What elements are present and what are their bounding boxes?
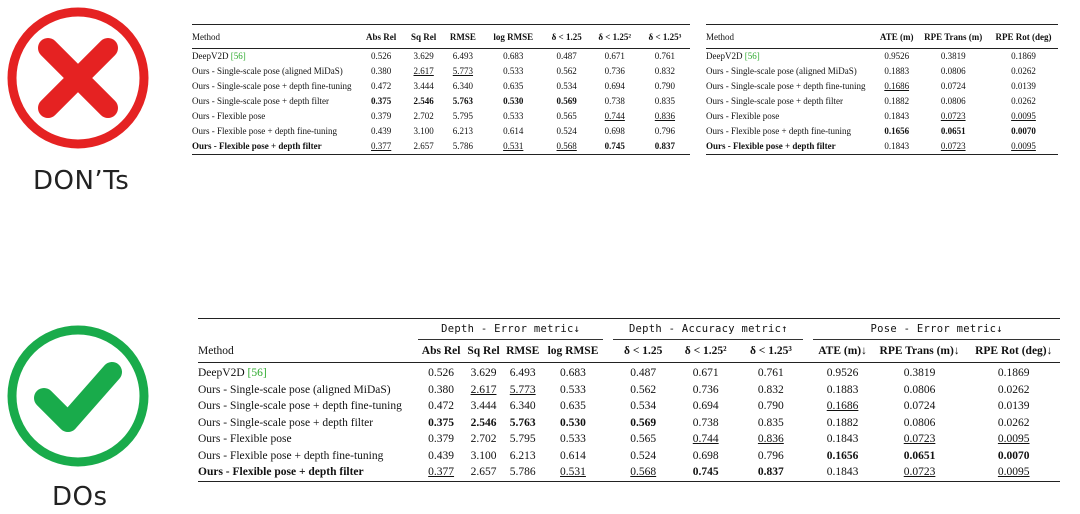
header-delta-3: δ < 1.25³	[738, 340, 803, 363]
depth-value: 0.534	[556, 81, 577, 91]
depth-value: 0.472	[371, 81, 392, 91]
method-name: Ours - Flexible pose	[192, 111, 266, 121]
table-row	[706, 64, 1058, 79]
table-row	[192, 64, 690, 79]
depth-value: 3.629	[413, 51, 434, 61]
depth-value: 0.375	[371, 96, 392, 106]
depth-value: 0.832	[654, 66, 676, 76]
method-cell	[198, 464, 408, 481]
check-icon	[4, 322, 152, 470]
method-name: Ours - Flexible pose + depth fine-tuning	[706, 126, 852, 136]
depth-accuracy-value: 0.744	[692, 433, 719, 446]
depth-error-value: 2.617	[470, 383, 497, 396]
method-name: Ours - Single-scale pose (aligned MiDaS)	[706, 66, 857, 76]
citation-link[interactable]: [56]	[744, 51, 760, 61]
method-cell	[192, 124, 358, 139]
pose-error-value: 0.1843	[813, 464, 871, 481]
header-abs-rel: Abs Rel	[358, 25, 404, 49]
depth-value: 0.635	[503, 81, 524, 91]
method-cell	[198, 363, 408, 382]
depth-error-value: 2.546	[470, 416, 497, 429]
depth-value: 0.569	[556, 96, 577, 106]
depth-error-value: 6.213	[509, 449, 536, 462]
depth-value: 5.773	[452, 66, 474, 76]
table-row	[198, 431, 1060, 448]
table-row	[706, 124, 1058, 139]
header-rpe-trans: RPE Trans (m)	[917, 25, 989, 49]
depth-error-value: 0.377	[418, 464, 464, 481]
header-delta-1: δ < 1.25	[613, 340, 673, 363]
method-name: Ours - Single-scale pose (aligned MiDaS)	[192, 66, 343, 76]
depth-value: 0.377	[358, 139, 404, 155]
depth-accuracy-value: 0.698	[692, 449, 719, 462]
depth-value: 0.736	[604, 66, 625, 76]
method-name: Ours - Single-scale pose + depth filter	[706, 96, 844, 106]
depth-error-value: 0.439	[428, 449, 455, 462]
depth-error-value: 0.635	[560, 400, 586, 413]
pose-error-value: 0.1843	[826, 433, 859, 446]
table-row	[198, 398, 1060, 415]
method-cell	[198, 382, 408, 399]
method-cell	[706, 139, 876, 155]
header-method: Method	[192, 25, 358, 49]
pose-error-value: 0.0723	[903, 433, 936, 446]
depth-accuracy-value: 0.524	[630, 449, 657, 462]
depth-value: 2.657	[404, 139, 443, 155]
method-name: Ours - Single-scale pose + depth fine-tuning	[192, 81, 352, 91]
depth-value: 0.698	[604, 126, 625, 136]
method-name: Ours - Single-scale pose + depth fine-tuning	[198, 400, 402, 413]
pose-value: 0.9526	[884, 51, 910, 61]
depth-error-value: 5.795	[509, 433, 536, 446]
depth-accuracy-value: 0.745	[673, 464, 738, 481]
depth-value: 0.379	[371, 111, 392, 121]
pose-error-value: 0.0095	[967, 464, 1060, 481]
method-name: Ours - Flexible pose	[706, 111, 780, 121]
pose-error-value: 0.1686	[826, 400, 859, 413]
header-delta-1: δ < 1.25	[544, 25, 590, 49]
depth-error-value: 0.533	[560, 433, 586, 446]
depth-accuracy-value: 0.569	[630, 416, 657, 429]
header-ate: ATE (m)↓	[813, 340, 871, 363]
pose-value: 0.0806	[940, 66, 966, 76]
pose-value: 0.3819	[940, 51, 966, 61]
do-label: DOs	[52, 482, 108, 512]
depth-error-value: 0.614	[560, 449, 586, 462]
depth-error-value: 0.375	[428, 416, 455, 429]
depth-error-value: 3.629	[470, 367, 497, 380]
method-cell	[192, 64, 358, 79]
table-row	[198, 448, 1060, 465]
depth-value: 0.530	[503, 96, 524, 106]
header-delta-2: δ < 1.25²	[590, 25, 640, 49]
header-rpe-rot: RPE Rot (deg)↓	[967, 340, 1060, 363]
header-rpe-rot: RPE Rot (deg)	[989, 25, 1058, 49]
depth-value: 2.617	[413, 66, 434, 76]
depth-accuracy-value: 0.836	[757, 433, 784, 446]
pose-value: 0.0262	[1011, 96, 1036, 106]
table-row	[706, 109, 1058, 124]
table-row	[198, 363, 1060, 382]
group-row	[198, 319, 1060, 340]
pose-error-value: 0.0724	[903, 400, 936, 413]
table-row	[706, 94, 1058, 109]
method-cell	[706, 109, 876, 124]
depth-value: 5.795	[452, 111, 474, 121]
table-row	[192, 139, 690, 155]
method-name: Ours - Flexible pose + depth fine-tuning	[192, 126, 338, 136]
header-log-rmse: log RMSE	[543, 340, 604, 363]
depth-accuracy-value: 0.736	[692, 383, 719, 396]
table-row	[192, 79, 690, 94]
header-rmse: RMSE	[443, 25, 483, 49]
method-cell	[192, 79, 358, 94]
table-row	[192, 94, 690, 109]
depth-error-value: 0.472	[428, 400, 455, 413]
pose-error-value: 0.3819	[903, 367, 936, 380]
table-row	[198, 382, 1060, 399]
pose-error-value: 0.0070	[997, 449, 1030, 462]
depth-value: 0.565	[556, 111, 577, 121]
depth-accuracy-value: 0.562	[630, 383, 657, 396]
depth-error-value: 0.380	[428, 383, 455, 396]
depth-value: 2.702	[413, 111, 434, 121]
depth-accuracy-value: 0.487	[630, 367, 657, 380]
depth-value: 0.614	[503, 126, 524, 136]
depth-error-value: 2.702	[470, 433, 497, 446]
depth-value: 0.533	[503, 111, 524, 121]
dont-depth-table	[192, 24, 690, 155]
method-cell	[192, 109, 358, 124]
header-rmse: RMSE	[503, 340, 543, 363]
pose-value: 0.1843	[884, 111, 910, 121]
method-cell	[198, 431, 408, 448]
table-row	[706, 49, 1058, 65]
method-name: DeepV2D	[198, 367, 248, 380]
header-rpe-trans: RPE Trans (m)↓	[872, 340, 968, 363]
method-name: Ours - Single-scale pose + depth fine-tuning	[706, 81, 866, 91]
method-name: Ours - Flexible pose + depth filter	[192, 141, 322, 151]
depth-accuracy-value: 0.671	[692, 367, 719, 380]
depth-value: 0.738	[604, 96, 625, 106]
depth-value: 0.790	[654, 81, 676, 91]
depth-accuracy-value: 0.761	[757, 367, 784, 380]
depth-value: 6.213	[452, 126, 474, 136]
table-row	[192, 109, 690, 124]
header-sq-rel: Sq Rel	[464, 340, 503, 363]
depth-accuracy-value: 0.568	[613, 464, 673, 481]
method-name: DeepV2D	[706, 51, 745, 61]
depth-error-value: 5.773	[509, 383, 536, 396]
table-row	[192, 49, 690, 65]
group-depth-accuracy: Depth - Accuracy metric↑	[613, 319, 803, 340]
depth-value: 3.100	[413, 126, 434, 136]
depth-value: 0.837	[640, 139, 690, 155]
table-row	[198, 415, 1060, 432]
depth-accuracy-value: 0.694	[692, 400, 719, 413]
method-cell	[706, 124, 876, 139]
method-name: Ours - Flexible pose + depth fine-tuning	[198, 449, 384, 462]
depth-accuracy-value: 0.565	[630, 433, 657, 446]
pose-value: 0.0723	[917, 139, 989, 155]
table-row	[706, 139, 1058, 155]
depth-error-value: 0.526	[428, 367, 455, 380]
depth-value: 0.796	[654, 126, 676, 136]
pose-error-value: 0.0095	[997, 433, 1030, 446]
method-name: Ours - Single-scale pose + depth filter	[198, 416, 374, 429]
method-cell	[192, 49, 358, 65]
header-abs-rel: Abs Rel	[418, 340, 464, 363]
header-log-rmse: log RMSE	[483, 25, 544, 49]
method-cell	[706, 64, 876, 79]
pose-value: 0.1882	[884, 96, 910, 106]
depth-accuracy-value: 0.790	[757, 400, 784, 413]
pose-value: 0.0724	[940, 81, 966, 91]
depth-value: 0.744	[604, 111, 625, 121]
header-row	[198, 340, 1060, 363]
depth-value: 0.526	[371, 51, 392, 61]
depth-error-value: 0.531	[543, 464, 604, 481]
pose-error-value: 0.0139	[997, 400, 1030, 413]
pose-value: 0.0095	[1011, 111, 1036, 121]
depth-value: 5.786	[443, 139, 483, 155]
depth-error-value: 3.100	[470, 449, 497, 462]
dont-label: DON’Ts	[33, 166, 130, 196]
depth-error-value: 3.444	[470, 400, 497, 413]
header-row	[706, 25, 1058, 49]
depth-value: 0.533	[503, 66, 524, 76]
depth-value: 0.524	[556, 126, 577, 136]
method-cell	[198, 448, 408, 465]
depth-error-value: 6.493	[509, 367, 536, 380]
method-cell	[706, 94, 876, 109]
pose-value: 0.0651	[940, 126, 966, 136]
depth-error-value: 5.763	[509, 416, 536, 429]
depth-error-value: 2.657	[464, 464, 503, 481]
pose-value: 0.0723	[940, 111, 966, 121]
method-cell	[192, 94, 358, 109]
depth-error-value: 6.340	[509, 400, 536, 413]
depth-accuracy-value: 0.837	[738, 464, 803, 481]
depth-error-value: 0.379	[428, 433, 455, 446]
depth-error-value: 0.683	[560, 367, 586, 380]
depth-value: 0.694	[604, 81, 625, 91]
depth-value: 0.671	[604, 51, 625, 61]
depth-accuracy-value: 0.835	[757, 416, 784, 429]
depth-value: 0.531	[483, 139, 544, 155]
dont-pose-table	[706, 24, 1058, 155]
depth-value: 0.683	[503, 51, 524, 61]
pose-error-value: 0.0651	[903, 449, 936, 462]
pose-value: 0.0095	[989, 139, 1058, 155]
depth-error-value: 0.530	[560, 416, 586, 429]
depth-value: 2.546	[413, 96, 434, 106]
header-row	[192, 25, 690, 49]
group-pose-error: Pose - Error metric↓	[813, 319, 1060, 340]
header-method: Method	[198, 340, 408, 363]
method-cell	[198, 398, 408, 415]
depth-value: 0.380	[371, 66, 392, 76]
header-ate: ATE (m)	[876, 25, 917, 49]
pose-value: 0.0806	[940, 96, 966, 106]
table-row	[198, 464, 1060, 481]
pose-value: 0.1686	[884, 81, 910, 91]
method-cell	[198, 415, 408, 432]
pose-value: 0.0262	[1011, 66, 1036, 76]
depth-value: 0.836	[654, 111, 676, 121]
depth-accuracy-value: 0.796	[757, 449, 784, 462]
method-name: Ours - Single-scale pose (aligned MiDaS)	[198, 383, 391, 396]
cross-icon	[4, 4, 152, 152]
method-name: DeepV2D	[192, 51, 231, 61]
pose-error-value: 0.0262	[997, 383, 1030, 396]
depth-value: 0.745	[590, 139, 640, 155]
pose-value: 0.1883	[884, 66, 910, 76]
depth-value: 0.439	[371, 126, 392, 136]
depth-error-value: 0.533	[560, 383, 586, 396]
pose-error-value: 0.1656	[826, 449, 859, 462]
depth-value: 3.444	[413, 81, 434, 91]
depth-value: 5.763	[452, 96, 474, 106]
method-name: Ours - Flexible pose	[198, 433, 292, 446]
table-row	[706, 79, 1058, 94]
depth-value: 0.761	[654, 51, 676, 61]
pose-error-value: 0.0723	[872, 464, 968, 481]
method-name: Ours - Single-scale pose + depth filter	[192, 96, 330, 106]
pose-error-value: 0.9526	[826, 367, 859, 380]
group-depth-error: Depth - Error metric↓	[418, 319, 603, 340]
citation-link[interactable]: [56]	[247, 367, 267, 380]
table-row	[192, 124, 690, 139]
citation-link[interactable]: [56]	[230, 51, 246, 61]
depth-error-value: 5.786	[503, 464, 543, 481]
depth-accuracy-value: 0.832	[757, 383, 784, 396]
pose-value: 0.1843	[876, 139, 917, 155]
depth-accuracy-value: 0.738	[692, 416, 719, 429]
pose-error-value: 0.1882	[826, 416, 859, 429]
header-method: Method	[706, 25, 876, 49]
pose-value: 0.1869	[1011, 51, 1036, 61]
method-cell	[706, 79, 876, 94]
pose-error-value: 0.1883	[826, 383, 859, 396]
pose-error-value: 0.0262	[997, 416, 1030, 429]
header-delta-3: δ < 1.25³	[640, 25, 690, 49]
method-name: Ours - Flexible pose + depth filter	[706, 141, 836, 151]
depth-accuracy-value: 0.534	[630, 400, 657, 413]
do-table	[198, 318, 1060, 482]
depth-value: 0.568	[544, 139, 590, 155]
depth-value: 0.835	[654, 96, 676, 106]
method-name: Ours - Flexible pose + depth filter	[198, 466, 364, 479]
pose-error-value: 0.0806	[903, 416, 936, 429]
pose-value: 0.0139	[1011, 81, 1036, 91]
header-sq-rel: Sq Rel	[404, 25, 443, 49]
method-cell	[706, 49, 876, 65]
pose-value: 0.1656	[884, 126, 910, 136]
depth-value: 0.487	[556, 51, 577, 61]
pose-value: 0.0070	[1011, 126, 1036, 136]
pose-error-value: 0.0806	[903, 383, 936, 396]
depth-value: 6.340	[452, 81, 474, 91]
method-cell	[192, 139, 358, 155]
depth-value: 0.562	[556, 66, 577, 76]
depth-value: 6.493	[452, 51, 474, 61]
pose-error-value: 0.1869	[997, 367, 1030, 380]
header-delta-2: δ < 1.25²	[673, 340, 738, 363]
